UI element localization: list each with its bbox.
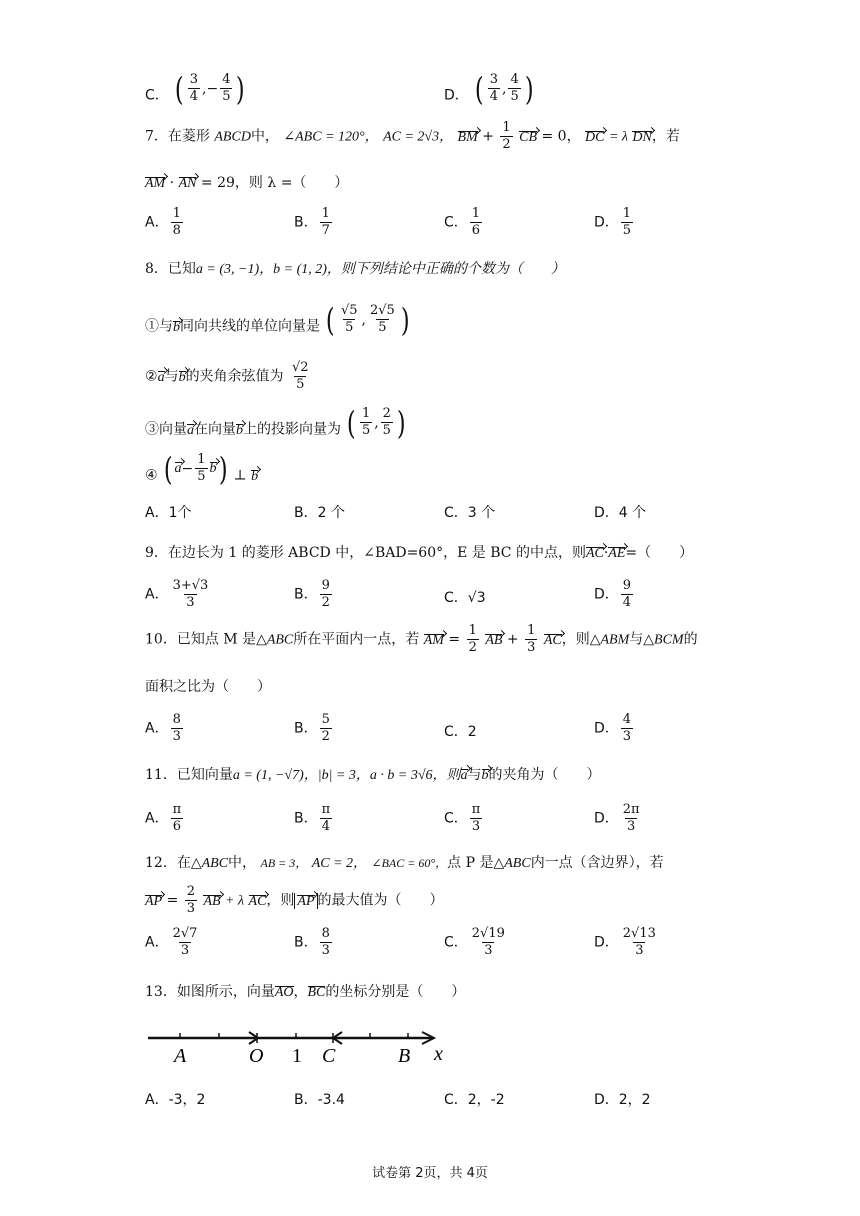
stem-text: 11．已知向量 (145, 767, 233, 783)
stem-text: 与 (164, 368, 179, 385)
q11-option-d[interactable] (594, 802, 644, 835)
stem-text: ①与 (145, 318, 173, 335)
numerator: 3 (189, 72, 198, 87)
denominator: 4 (622, 595, 632, 610)
separator: , (361, 311, 366, 328)
vector-ap: AP (297, 893, 315, 909)
q9-option-c[interactable]: C．√3 (444, 590, 486, 606)
q11-stem (145, 764, 601, 784)
vector-ac: AC (543, 632, 562, 648)
denominator: 3 (635, 943, 644, 958)
stem-text: 在菱形 (167, 128, 210, 145)
label-a: A (174, 1045, 187, 1067)
denominator: 8 (172, 223, 181, 238)
option-label: B． (294, 810, 318, 827)
denominator: 3 (321, 943, 330, 958)
denominator: 3 (627, 819, 636, 834)
math-ac: AC = 2√3， (383, 129, 454, 145)
label-x: x (434, 1043, 443, 1065)
number-line-figure (140, 1020, 460, 1070)
option-label: D． (594, 720, 619, 737)
stem-text: 9．在边长为 1 的菱形 ABCD 中，∠BAD=60°，E 是 BC 的中点，则 (145, 545, 586, 561)
q8-option-a[interactable]: A．1个 (145, 505, 192, 521)
q7-option-c[interactable] (444, 206, 484, 239)
option-label: B． (294, 586, 318, 603)
stem-text: ② (145, 368, 158, 385)
option-label: D． (594, 586, 619, 603)
denominator: 4 (189, 89, 198, 104)
q8-stem (145, 258, 565, 278)
q10-stem-line1 (145, 623, 698, 656)
numerator: 2 (186, 884, 196, 899)
separator: , (374, 414, 379, 431)
numerator: π (172, 802, 182, 817)
numerator: 1 (502, 120, 511, 135)
denominator: 3 (186, 901, 196, 916)
stem-text: 上的投影向量为 (243, 421, 341, 438)
vector-ae: AE (608, 546, 626, 561)
denominator: 4 (321, 819, 331, 834)
q12-stem-line2 (145, 884, 444, 917)
q7-stem-line2 (145, 172, 348, 192)
numerator: 1 (622, 206, 632, 221)
stem-text: 的 (683, 631, 698, 648)
numerator: 2√19 (471, 926, 505, 941)
math-dot-product: a · b = 3√6，则 (369, 768, 461, 783)
stem-text: 内一点（含边界），若 (530, 855, 664, 871)
stem-text: 10．已知点 M 是 (145, 631, 257, 648)
separator: ， (293, 984, 308, 1000)
vector-a: a (174, 460, 182, 476)
q10-stem-line2: 面积之比为（ ） (145, 679, 271, 695)
numerator: 5 (321, 712, 330, 727)
numerator: π (321, 802, 331, 817)
q12-stem-line1 (145, 852, 664, 872)
option-label: C． (444, 810, 468, 827)
stem-text: 同向共线的单位向量是 (180, 318, 320, 335)
math-b-def: b = (1, 2)，则下列结论中正确的个数为（ ） (273, 262, 565, 277)
option-label: A． (145, 934, 169, 951)
numerator: 2√5 (369, 303, 395, 318)
numerator: 1 (361, 406, 371, 421)
denominator: 6 (471, 223, 481, 238)
option-label: D． (444, 87, 469, 104)
q9-option-b[interactable] (294, 578, 334, 611)
vector-ac: AC (248, 893, 267, 909)
vector-a: a (157, 369, 165, 385)
vector-b: b (173, 319, 180, 335)
label-c: C (322, 1045, 336, 1067)
q11-option-b[interactable] (294, 802, 334, 835)
operator: ⊥ (233, 467, 247, 484)
numerator: 3 (489, 72, 498, 87)
q8-statement-3: ③向量a在向量b上的投影向量为 ( $\frac{1}{5}$ , $\frac{2}{5}$ ) (145, 403, 406, 442)
stem-text: 的最大值为（ ） (317, 892, 444, 909)
option-label: B． (294, 214, 318, 231)
vector-an: AN (178, 176, 197, 191)
denominator: 5 (510, 89, 519, 104)
math-triangle: △ABC (190, 856, 229, 871)
stem-text: ，若 (651, 128, 680, 145)
operator: · (169, 175, 175, 191)
option-label: B． (294, 720, 318, 737)
q13-option-d[interactable]: D．2，2 (594, 1092, 651, 1108)
denominator: 4 (489, 89, 498, 104)
operator: = (448, 631, 461, 648)
q12-option-b[interactable] (294, 926, 334, 959)
denominator: 3 (527, 640, 536, 655)
denominator: 5 (622, 223, 632, 238)
q13-option-b[interactable]: B．-3.4 (294, 1092, 345, 1108)
denominator: 3 (471, 819, 481, 834)
stem-text: 在向量 (194, 421, 236, 438)
vector-ab: AB (203, 893, 221, 909)
math-triangle: △ABC (493, 856, 531, 871)
option-label: C． (145, 87, 169, 104)
denominator: 3 (180, 943, 190, 958)
vector-ab: AB (485, 632, 503, 648)
vector-ap: AP (145, 893, 163, 909)
q9-option-a[interactable] (145, 578, 212, 611)
vector-b: b (209, 460, 217, 476)
numerator: 1 (321, 206, 330, 221)
math-a-def: a = (3, −1)， (195, 262, 274, 277)
q11-option-c[interactable] (444, 802, 484, 835)
q8-statement-1: ①与b同向共线的单位向量是 ( $\frac{√5}{5}$ , $\frac{2√5}{5}$ ) (145, 300, 410, 339)
q13-stem (145, 981, 465, 1001)
option-label: D． (594, 934, 619, 951)
stem-text: 13．如图所示，向量 (145, 984, 275, 1000)
operator: · (603, 545, 609, 561)
option-label: A． (145, 586, 169, 603)
numerator: 4 (510, 72, 519, 87)
numerator: 2√13 (622, 926, 656, 941)
stem-text: 的夹角余弦值为 (185, 368, 284, 385)
vector-bc: BC (307, 985, 326, 1000)
q10-option-b[interactable] (294, 712, 334, 745)
numerator: 8 (172, 712, 181, 727)
numerator: 4 (222, 72, 231, 87)
q6-option-d[interactable]: D． ( $\frac{3}{4}$ , $\frac{4}{5}$ ) (444, 69, 534, 108)
operator: = (166, 892, 179, 909)
vector-cb: CB (519, 129, 538, 145)
option-label: A． (145, 810, 169, 827)
q8-option-d[interactable]: D．4 个 (594, 505, 647, 521)
math-triangle: △BCM (643, 632, 684, 648)
denominator: 3 (622, 729, 632, 744)
denominator: 5 (361, 423, 371, 438)
vector-am: AM (145, 176, 166, 191)
label-b: B (398, 1045, 411, 1067)
option-label: C． (444, 934, 468, 951)
q8-statement-2 (145, 360, 313, 393)
vector-ao: AO (274, 985, 294, 1000)
denominator: 7 (321, 223, 330, 238)
question-number: 7． (145, 128, 168, 145)
q7-option-b[interactable] (294, 206, 334, 239)
q10-option-a[interactable] (145, 712, 185, 745)
separator: ,− (202, 80, 219, 97)
q7-stem-line1 (145, 120, 680, 153)
denominator: 5 (296, 377, 305, 392)
q10-option-c[interactable]: C．2 (444, 724, 477, 740)
option-label: C． (444, 214, 468, 231)
vector-dc: DC (585, 129, 605, 145)
q12-option-a[interactable] (145, 926, 201, 959)
vector-b: b (236, 422, 243, 438)
numerator: 1 (468, 623, 477, 638)
q9-option-d[interactable] (594, 578, 635, 611)
vector-a: a (187, 422, 194, 438)
q6-option-c[interactable]: C． ( $\frac{3}{4}$ ,− $\frac{4}{5}$ ) (145, 69, 246, 108)
stem-text: 的坐标分别是（ ） (325, 984, 466, 1000)
numerator: 2√7 (172, 926, 198, 941)
q13-option-a[interactable]: A．-3，2 (145, 1092, 206, 1108)
q10-option-d[interactable] (594, 712, 635, 745)
option-label: A． (145, 720, 169, 737)
stem-text: 中， (250, 128, 279, 145)
denominator: 5 (222, 89, 231, 104)
math-triangle: △ABC (256, 632, 294, 648)
stem-text: =（ ） (625, 545, 694, 561)
denominator: 5 (382, 423, 391, 438)
option-label: D． (594, 810, 619, 827)
numerator: 2π (622, 802, 640, 817)
option-label: B． (294, 934, 318, 951)
operator: − (181, 460, 194, 477)
numerator: 1 (527, 623, 536, 638)
numerator: 3+√3 (172, 578, 209, 593)
denominator: 2 (468, 640, 477, 655)
stem-text: 与 (629, 631, 644, 648)
math-abcd: ABCD (214, 129, 251, 145)
vector-b: b (251, 468, 259, 484)
numerator: √5 (340, 303, 358, 318)
denominator: 5 (345, 320, 354, 335)
denominator: 3 (484, 943, 493, 958)
numerator: 9 (622, 578, 632, 593)
q8-option-c[interactable]: C．3 个 (444, 505, 496, 521)
stem-text: 8．已知 (145, 261, 196, 277)
operator: + (506, 631, 519, 648)
math-ab: AB = 3， (260, 856, 308, 870)
q7-option-a[interactable] (145, 206, 185, 239)
stem-text: ，则 (561, 631, 590, 648)
stem-text: 点 P 是 (447, 855, 494, 871)
stem-text: 的夹角为（ ） (488, 767, 601, 783)
denominator: 3 (186, 595, 195, 610)
math-a-def: a = (1, −√7)， (232, 768, 318, 783)
denominator: 2 (321, 595, 330, 610)
denominator: 5 (378, 320, 387, 335)
q9-stem (145, 542, 693, 562)
denominator: 6 (172, 819, 181, 834)
separator: , (502, 80, 507, 97)
numerator: π (471, 802, 481, 817)
operator: + (482, 128, 494, 145)
q12-option-d[interactable] (594, 926, 660, 959)
math-b-abs: |b| = 3， (317, 768, 370, 783)
vector-b: b (178, 369, 186, 385)
q8-statement-4: ④ ( a − $\frac{1}{5}$ b ) ⊥ b (145, 449, 259, 488)
stem-text: 与 (467, 767, 482, 783)
vector-ac: AC (585, 546, 604, 561)
denominator: 5 (197, 469, 206, 484)
math-angle: ∠BAC = 60°， (371, 856, 448, 870)
math-triangle: △ABM (589, 632, 630, 648)
option-label: A． (145, 214, 169, 231)
denominator: 2 (502, 137, 511, 152)
q11-option-a[interactable] (145, 802, 185, 835)
math-eq: = 0， (541, 128, 581, 145)
stem-text: 中， (228, 855, 257, 871)
math-ac: AC = 2， (311, 856, 368, 871)
abs-ap (294, 893, 317, 909)
label-o: O (249, 1045, 264, 1067)
stem-text: ③向量 (145, 421, 187, 438)
stem-text: 12．在 (145, 855, 191, 871)
operator: + λ (225, 893, 245, 909)
numerator: 4 (622, 712, 632, 727)
vector-bm: BM (457, 129, 478, 145)
numerator: √2 (292, 360, 309, 375)
math-lambda: = λ (608, 129, 628, 145)
numerator: 9 (321, 578, 330, 593)
denominator: 2 (321, 729, 330, 744)
page-footer: 试卷第 2页，共 4页 (372, 1166, 488, 1181)
option-label: D． (594, 214, 619, 231)
label-1: 1 (292, 1045, 302, 1067)
denominator: 3 (172, 729, 181, 744)
stem-text: 所在平面内一点，若 (293, 631, 420, 648)
q8-option-b[interactable]: B．2 个 (294, 505, 345, 521)
numerator: 8 (321, 926, 330, 941)
stem-text: ④ (145, 467, 158, 484)
math-angle: ∠ABC = 120°， (283, 129, 379, 145)
vector-am: AM (423, 632, 444, 648)
stem-text: ，则 (266, 892, 295, 909)
numerator: 2 (382, 406, 391, 421)
q12-option-c[interactable] (444, 926, 509, 959)
numerator: 1 (471, 206, 481, 221)
numerator: 1 (172, 206, 181, 221)
q7-option-d[interactable] (594, 206, 635, 239)
numerator: 1 (197, 452, 206, 467)
q13-option-c[interactable]: C．2，-2 (444, 1092, 505, 1108)
vector-dn: DN (632, 129, 652, 145)
vector-a: a (460, 768, 468, 783)
vector-b: b (481, 768, 489, 783)
stem-text: = 29，则 λ =（ ） (200, 175, 349, 191)
